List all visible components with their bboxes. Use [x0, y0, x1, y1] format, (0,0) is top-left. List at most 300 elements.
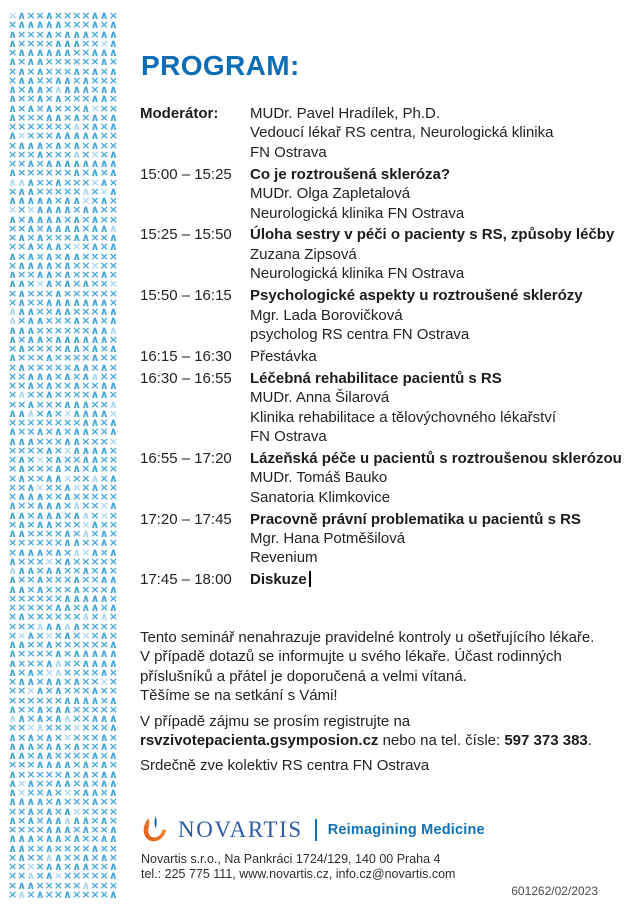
pattern-glyph: × [108, 795, 118, 809]
pattern-glyph: × [62, 18, 73, 32]
pattern-glyph: × [17, 601, 27, 614]
pattern-glyph: ∧ [35, 582, 45, 596]
pattern-glyph: × [44, 416, 54, 429]
pattern-glyph: ∧ [17, 471, 27, 485]
pattern-glyph: ∧ [53, 850, 63, 864]
pattern-glyph: × [26, 499, 36, 513]
pattern-glyph: × [44, 332, 54, 346]
pattern-glyph: × [53, 369, 63, 383]
pattern-glyph: × [8, 184, 18, 198]
pattern-glyph: ∧ [26, 369, 36, 383]
pattern-glyph: × [26, 64, 36, 78]
pattern-glyph: × [35, 693, 45, 707]
pattern-glyph: × [62, 147, 73, 161]
pattern-glyph: ∧ [17, 18, 27, 32]
pattern-glyph: × [26, 462, 36, 476]
pattern-glyph: ∧ [53, 675, 63, 688]
pattern-glyph: ∧ [17, 582, 27, 596]
pattern-glyph: × [81, 749, 91, 762]
pattern-glyph: × [35, 841, 45, 855]
pattern-glyph: × [90, 249, 100, 263]
pattern-glyph: ∧ [90, 212, 100, 226]
pattern-glyph: ∧ [90, 786, 100, 799]
pattern-glyph: ∧ [44, 832, 54, 846]
pattern-glyph: × [44, 610, 54, 624]
pattern-glyph: × [8, 416, 18, 429]
pattern-glyph: ∧ [26, 675, 36, 688]
pattern-glyph: × [108, 332, 118, 346]
schedule-row [140, 449, 622, 507]
pattern-glyph: × [35, 591, 45, 605]
pattern-glyph: × [81, 887, 91, 901]
pattern-glyph: × [53, 351, 63, 365]
pattern-glyph: ∧ [81, 360, 91, 374]
pattern-glyph: × [35, 656, 45, 670]
pattern-glyph: ∧ [53, 92, 63, 106]
pattern-glyph: ∧ [53, 305, 63, 318]
pattern-glyph: × [72, 786, 82, 799]
pattern-glyph: × [108, 813, 118, 827]
pattern-glyph: ∧ [72, 739, 82, 753]
pattern-glyph: × [44, 545, 54, 559]
pattern-glyph: × [90, 277, 100, 291]
pattern-glyph: × [72, 73, 82, 87]
pattern-glyph: ∧ [72, 157, 82, 170]
pattern-glyph: × [108, 739, 118, 753]
pattern-glyph: × [108, 388, 118, 402]
pattern-glyph: ∧ [35, 92, 45, 106]
pattern-glyph: ∧ [8, 101, 18, 115]
pattern-glyph: ∧ [44, 110, 54, 124]
pattern-glyph: × [8, 147, 18, 161]
pattern-glyph: ∧ [26, 795, 36, 809]
pattern-glyph: × [99, 878, 109, 892]
pattern-glyph: × [35, 36, 45, 50]
pattern-glyph: × [35, 554, 45, 568]
pattern-glyph: ∧ [72, 27, 82, 41]
pattern-glyph: × [62, 453, 73, 466]
pattern-glyph: ∧ [90, 647, 100, 661]
pattern-glyph: ∧ [81, 693, 91, 707]
pattern-glyph: × [8, 342, 18, 355]
pattern-glyph: ∧ [26, 314, 36, 328]
pattern-glyph: ∧ [81, 129, 91, 143]
pattern-glyph: × [90, 527, 100, 540]
pattern-glyph: ∧ [63, 434, 72, 448]
pattern-glyph: ∧ [81, 601, 91, 614]
pattern-glyph: ∧ [99, 730, 109, 744]
pattern-glyph: × [108, 527, 118, 540]
pattern-glyph: × [8, 120, 18, 133]
pattern-glyph: ∧ [8, 332, 18, 346]
pattern-glyph: ∧ [99, 564, 109, 577]
pattern-glyph: × [90, 860, 100, 873]
pattern-glyph: ∧ [90, 656, 100, 670]
pattern-glyph: × [53, 27, 63, 41]
pattern-glyph: × [72, 277, 82, 291]
pattern-glyph: × [26, 277, 36, 291]
pattern-glyph: × [44, 92, 54, 106]
pattern-glyph: × [8, 610, 18, 624]
pattern-glyph: × [72, 564, 82, 577]
pattern-glyph: × [8, 64, 18, 78]
pattern-glyph: × [53, 268, 63, 281]
pattern-glyph: × [17, 628, 27, 642]
pattern-glyph: × [53, 721, 63, 735]
session-line: Neurologická klinika FN Ostrava [250, 265, 465, 283]
pattern-glyph: ∧ [8, 268, 18, 281]
pattern-glyph: ∧ [8, 647, 18, 661]
pattern-glyph: ∧ [99, 527, 109, 540]
pattern-glyph: × [53, 314, 63, 328]
pattern-glyph: × [17, 212, 27, 226]
pattern-glyph: × [99, 693, 109, 707]
pattern-glyph: ∧ [99, 157, 109, 170]
pattern-glyph: ∧ [99, 647, 109, 661]
pattern-glyph: ∧ [44, 258, 54, 272]
pattern-glyph: × [17, 767, 27, 781]
session-line: MUDr. Olga Zapletalová [250, 185, 411, 203]
pattern-glyph: × [108, 480, 118, 494]
pattern-glyph: × [108, 129, 118, 143]
pattern-glyph: × [62, 749, 73, 762]
pattern-glyph: ∧ [8, 212, 18, 226]
pattern-glyph: × [99, 702, 109, 716]
pattern-glyph: × [35, 804, 45, 818]
pattern-glyph: ∧ [63, 397, 72, 411]
pattern-glyph: × [81, 712, 91, 725]
pattern-glyph: ∧ [72, 675, 82, 688]
pattern-glyph: ∧ [53, 471, 63, 485]
pattern-glyph: ∧ [63, 823, 72, 836]
pattern-glyph: × [62, 582, 73, 596]
pattern-glyph: × [44, 425, 54, 439]
pattern-glyph: ∧ [44, 221, 54, 235]
pattern-glyph: × [72, 471, 82, 485]
session-title: Co je roztroušená skleróza? [250, 165, 451, 183]
pattern-glyph: ∧ [99, 83, 109, 96]
pattern-glyph: × [35, 120, 45, 133]
pattern-glyph: ∧ [81, 878, 91, 892]
pattern-glyph: ∧ [8, 564, 18, 577]
pattern-glyph: ∧ [26, 138, 36, 152]
pattern-glyph: × [35, 665, 45, 679]
pattern-glyph: ∧ [8, 351, 18, 365]
pattern-glyph: ∧ [99, 776, 109, 790]
pattern-glyph: × [8, 240, 18, 254]
pattern-glyph: × [99, 823, 109, 836]
pattern-glyph: ∧ [44, 240, 54, 254]
pattern-glyph: × [72, 55, 82, 69]
pattern-glyph: × [44, 305, 54, 318]
pattern-glyph: × [53, 360, 63, 374]
pattern-glyph: × [72, 286, 82, 300]
pattern-glyph: × [72, 749, 82, 762]
pattern-glyph: × [44, 120, 54, 133]
pattern-glyph: × [108, 730, 118, 744]
pattern-glyph: ∧ [108, 240, 118, 254]
pattern-glyph: ∧ [44, 804, 54, 818]
pattern-glyph: ∧ [81, 416, 91, 429]
pattern-glyph: ∧ [26, 869, 36, 883]
pattern-glyph: × [17, 332, 27, 346]
pattern-glyph: ∧ [72, 619, 82, 633]
pattern-glyph: ∧ [90, 323, 100, 337]
pattern-glyph: ∧ [63, 295, 72, 309]
pattern-glyph: × [81, 305, 91, 318]
pattern-glyph: × [53, 231, 63, 244]
pattern-glyph: × [90, 813, 100, 827]
schedule-row [140, 510, 618, 568]
pattern-glyph: × [35, 342, 45, 355]
pattern-glyph: ∧ [17, 749, 27, 762]
pattern-glyph: × [81, 545, 91, 559]
pattern-glyph: × [44, 776, 54, 790]
pattern-glyph: × [99, 397, 109, 411]
pattern-glyph: × [62, 739, 73, 753]
pattern-glyph: ∧ [44, 268, 54, 281]
pattern-glyph: × [90, 231, 100, 244]
pattern-glyph: ∧ [26, 564, 36, 577]
pattern-glyph: × [35, 832, 45, 846]
session-line: Přestávka [250, 347, 317, 365]
pattern-glyph: × [81, 841, 91, 855]
note-line: Tento seminář nenahrazuje pravidelné kontroly u ošetřujícího lékaře. [140, 629, 595, 646]
pattern-glyph: × [17, 702, 27, 716]
pattern-glyph: × [44, 184, 54, 198]
pattern-glyph: ∧ [8, 434, 18, 448]
pattern-glyph: × [72, 776, 82, 790]
pattern-glyph: × [90, 823, 100, 836]
pattern-glyph: × [35, 628, 45, 642]
pattern-glyph: ∧ [17, 675, 27, 688]
pattern-glyph: ∧ [26, 323, 36, 337]
pattern-glyph: × [99, 240, 109, 254]
pattern-glyph: × [26, 120, 36, 133]
pattern-glyph: ∧ [90, 601, 100, 614]
pattern-glyph: × [62, 610, 73, 624]
pattern-glyph: ∧ [17, 10, 27, 22]
pattern-glyph: × [72, 684, 82, 698]
pattern-glyph: × [8, 850, 18, 864]
pattern-glyph: × [81, 462, 91, 476]
pattern-glyph: × [44, 712, 54, 725]
pattern-glyph: × [8, 471, 18, 485]
pattern-glyph: × [8, 721, 18, 735]
pattern-glyph: ∧ [53, 212, 63, 226]
pattern-glyph: × [62, 166, 73, 180]
pattern-glyph: × [62, 240, 73, 254]
pattern-glyph: × [53, 693, 63, 707]
session-details [250, 510, 618, 568]
pattern-glyph: ∧ [99, 610, 109, 624]
pattern-glyph: × [99, 258, 109, 272]
pattern-glyph: ∧ [63, 83, 72, 96]
pattern-glyph: ∧ [17, 610, 27, 624]
pattern-glyph: × [35, 434, 45, 448]
pattern-glyph: ∧ [90, 295, 100, 309]
pattern-glyph: × [90, 175, 100, 189]
pattern-glyph: ∧ [44, 739, 54, 753]
pattern-glyph: ∧ [17, 175, 27, 189]
pattern-glyph: ∧ [108, 157, 118, 170]
pattern-glyph: × [17, 36, 27, 50]
pattern-glyph: × [72, 527, 82, 540]
pattern-glyph: ∧ [26, 776, 36, 790]
pattern-glyph: × [35, 379, 45, 392]
pattern-glyph: × [62, 55, 73, 69]
pattern-glyph: × [62, 860, 73, 873]
pattern-glyph: × [81, 675, 91, 688]
pattern-glyph: × [17, 804, 27, 818]
pattern-glyph: × [44, 536, 54, 550]
pattern-glyph: × [53, 573, 63, 587]
pattern-glyph: × [17, 379, 27, 392]
pattern-glyph: × [81, 517, 91, 531]
pattern-glyph: × [62, 545, 73, 559]
pattern-glyph: × [81, 869, 91, 883]
note-text: nebo na tel. čísle: [378, 732, 505, 750]
session-line: MUDr. Tomáš Bauko [250, 469, 388, 487]
pattern-glyph: × [90, 887, 100, 901]
pattern-glyph: × [99, 231, 109, 244]
pattern-glyph: ∧ [72, 212, 82, 226]
pattern-glyph: × [99, 804, 109, 818]
pattern-glyph: × [99, 314, 109, 328]
pattern-glyph: ∧ [8, 92, 18, 106]
pattern-glyph: × [108, 258, 118, 272]
pattern-glyph: ∧ [17, 462, 27, 476]
pattern-glyph: ∧ [108, 693, 118, 707]
pattern-glyph: × [108, 203, 118, 217]
pattern-glyph: ∧ [17, 638, 27, 651]
pattern-glyph: ∧ [90, 64, 100, 78]
pattern-glyph: × [108, 406, 118, 420]
pattern-glyph: ∧ [81, 101, 91, 115]
pattern-glyph: × [90, 83, 100, 96]
pattern-glyph: ∧ [63, 619, 72, 633]
pattern-glyph: ∧ [99, 406, 109, 420]
time-slot: 16:15 – 16:30 [140, 347, 232, 365]
pattern-glyph: × [62, 721, 73, 735]
pattern-glyph: ∧ [108, 887, 118, 901]
pattern-glyph: × [99, 18, 109, 32]
pattern-glyph: × [35, 480, 45, 494]
logo-separator-bar [315, 819, 317, 841]
pattern-glyph: × [108, 268, 118, 281]
pattern-glyph: × [99, 675, 109, 688]
pattern-glyph: × [81, 175, 91, 189]
pattern-glyph: × [17, 443, 27, 457]
pattern-glyph: ∧ [8, 767, 18, 781]
pattern-glyph: ∧ [44, 369, 54, 383]
pattern-glyph: × [72, 841, 82, 855]
pattern-glyph: ∧ [81, 369, 91, 383]
pattern-glyph: ∧ [108, 120, 118, 133]
pattern-glyph: ∧ [108, 499, 118, 513]
pattern-glyph: × [81, 64, 91, 78]
pattern-glyph: × [72, 554, 82, 568]
pattern-glyph: ∧ [44, 46, 54, 59]
pattern-glyph: ∧ [90, 240, 100, 254]
pattern-glyph: ∧ [90, 406, 100, 420]
pattern-glyph: ∧ [72, 194, 82, 207]
pattern-glyph: × [99, 869, 109, 883]
pattern-glyph: × [26, 231, 36, 244]
pattern-glyph: ∧ [72, 110, 82, 124]
pattern-glyph: ∧ [44, 295, 54, 309]
pattern-glyph: ∧ [26, 258, 36, 272]
pattern-glyph: ∧ [44, 517, 54, 531]
pattern-glyph: × [62, 120, 73, 133]
pattern-glyph: × [53, 277, 63, 291]
pattern-glyph: × [108, 73, 118, 87]
pattern-glyph: ∧ [26, 665, 36, 679]
pattern-glyph: × [81, 212, 91, 226]
pattern-glyph: ∧ [90, 203, 100, 217]
pattern-glyph: ∧ [26, 249, 36, 263]
pattern-glyph: ∧ [72, 295, 82, 309]
pattern-glyph: ∧ [108, 545, 118, 559]
pattern-glyph: ∧ [44, 277, 54, 291]
pattern-glyph: × [81, 721, 91, 735]
pattern-glyph: × [17, 268, 27, 281]
pattern-glyph: ∧ [108, 27, 118, 41]
time-slot: 15:25 – 15:50 [140, 226, 232, 244]
pattern-glyph: ∧ [108, 471, 118, 485]
pattern-glyph: × [90, 490, 100, 503]
session-title: Psychologické aspekty u roztroušené sklerózy [250, 287, 583, 305]
pattern-glyph: ∧ [108, 823, 118, 836]
pattern-glyph: × [99, 786, 109, 799]
pattern-glyph: × [53, 490, 63, 503]
pattern-glyph: × [44, 878, 54, 892]
pattern-glyph: ∧ [53, 499, 63, 513]
pattern-glyph: ∧ [108, 231, 118, 244]
pattern-glyph: × [81, 554, 91, 568]
pattern-glyph: ∧ [35, 258, 45, 272]
pattern-glyph: × [35, 295, 45, 309]
pattern-glyph: ∧ [8, 712, 18, 725]
pattern-glyph: ∧ [8, 656, 18, 670]
pattern-glyph: × [17, 397, 27, 411]
pattern-glyph: × [108, 665, 118, 679]
pattern-glyph: × [81, 638, 91, 651]
pattern-glyph: ∧ [35, 64, 45, 78]
session-line: Mgr. Hana Potměšilová [250, 530, 406, 548]
pattern-glyph: × [35, 462, 45, 476]
registration-url[interactable]: rsvzivotepacienta.gsymposion.cz [140, 732, 379, 750]
pattern-glyph: ∧ [72, 379, 82, 392]
pattern-glyph: ∧ [17, 545, 27, 559]
session-details [250, 449, 622, 507]
pattern-glyph: ∧ [81, 850, 91, 864]
pattern-glyph: ∧ [8, 305, 18, 318]
pattern-glyph: × [72, 517, 82, 531]
pattern-glyph: × [26, 203, 36, 217]
pattern-glyph: ∧ [90, 795, 100, 809]
pattern-glyph: ∧ [53, 46, 63, 59]
pattern-glyph: × [99, 887, 109, 901]
pattern-glyph: × [53, 194, 63, 207]
pattern-glyph: × [35, 27, 45, 41]
pattern-glyph: × [8, 878, 18, 892]
pattern-glyph: ∧ [53, 240, 63, 254]
pattern-glyph: ∧ [63, 157, 72, 170]
pattern-glyph: ∧ [81, 453, 91, 466]
pattern-glyph: × [8, 869, 18, 883]
pattern-glyph: ∧ [99, 221, 109, 235]
